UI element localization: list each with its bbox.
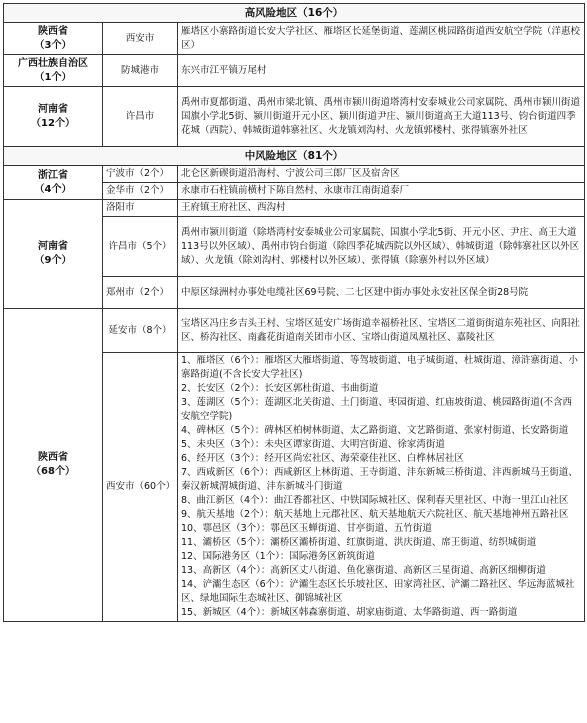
city-cell: 郑州市（2个）: [103, 277, 178, 309]
area-cell: 北仑区新碶街道沿海村、宁波公司三郎厂区及宿舍区: [178, 166, 585, 183]
district-line: 6、经开区（3个）：经开区尚宏社区、海荣豪佳社区、白桦林居社区: [181, 453, 464, 464]
district-line: 11、灞桥区（5个）：灞桥区灞桥街道、红旗街道、洪庆街道、席王街道、纺织城街道: [181, 537, 537, 548]
province-count: （68个）: [31, 466, 75, 477]
table-row: [4, 23, 585, 55]
province-name: 浙江省: [38, 169, 68, 181]
province-count: （9个）: [34, 255, 72, 266]
province-count: （1个）: [34, 71, 72, 83]
area-cell: [178, 353, 585, 622]
table-row: [4, 166, 585, 183]
district-line: 8、曲江新区（4个）：曲江香都社区、中铁国际城社区、保利春天里社区、中海一里江山社区: [181, 495, 569, 506]
table-row: [4, 200, 585, 217]
province-name: 广西壮族自治区: [18, 57, 88, 69]
province-name: 陕西省: [38, 452, 68, 463]
district-line: 15、新城区（4个）：新城区韩森寨街道、胡家庙街道、太华路街道、西一路街道: [181, 607, 518, 618]
city-cell: 西安市（60个）: [103, 353, 178, 622]
district-line: 5、未央区（3个）：未央区谭家街道、大明宫街道、徐家湾街道: [181, 439, 445, 450]
province-cell: [4, 23, 103, 55]
province-count: （12个）: [31, 117, 75, 129]
area-cell: 东兴市江平镇万尾村: [178, 55, 585, 87]
high-risk-header: 高风险地区（16个）: [4, 4, 585, 23]
province-cell: [4, 200, 103, 309]
province-count: （4个）: [34, 183, 72, 195]
city-cell: 许昌市（5个）: [103, 217, 178, 277]
district-line: 10、鄠邑区（3个）：鄠邑区玉蝉街道、甘亭街道、五竹街道: [181, 523, 432, 534]
district-line: 14、浐灞生态区（6个）：浐灞生态区长乐坡社区、田家湾社区、浐灞二路社区、华远海蓝城社区、绿地国际生态城社区、御锦城社区: [181, 579, 575, 604]
district-line: 7、西咸新区（6个）：西咸新区上林街道、王寺街道、沣东新城三桥街道、沣西新城马王街道、秦汉新城渭城街道、沣东新城斗门街道: [181, 467, 578, 492]
city-cell: 延安市（8个）: [103, 309, 178, 353]
province-cell: [4, 309, 103, 622]
area-cell: 雁塔区小寨路街道长安大学社区、雁塔区长延堡街道、莲湖区桃园路街道西安航空学院（洋惠校区）: [178, 23, 585, 55]
district-line: 13、高新区（4个）：高新区丈八街道、鱼化寨街道、高新区三星街道、高新区细柳街道: [181, 565, 546, 576]
province-name: 河南省: [38, 103, 68, 115]
district-line: 2、长安区（2个）：长安区郭杜街道、韦曲街道: [181, 383, 379, 394]
district-line: 12、国际港务区（1个）：国际港务区新筑街道: [181, 551, 375, 562]
province-name: 河南省: [38, 241, 68, 252]
province-cell: [4, 55, 103, 87]
district-line: 1、雁塔区（6个）：雁塔区大雁塔街道、等驾坡街道、电子城街道、杜城街道、漳浒寨街道、小寨路街道(不含长安大学社区): [181, 355, 578, 380]
city-cell: 许昌市: [103, 87, 178, 147]
district-line: 9、航天基地（2个）：航天基地上元郡社区、航天基地航天六院社区、航天基地神州五路社区: [181, 509, 569, 520]
province-cell: [4, 87, 103, 147]
table-row: [4, 55, 585, 87]
area-cell: 禹州市夏都街道、禹州市梁北镇、禹州市颍川街道塔湾村安泰城业公司家属院、禹州市颍川街道国旗小学北5街、颍川街道开元小区、颍川街道尹庄、颍川街道高王大道113号、钧台街道四季花城（西院）、韩城街道韩寨社区、火龙镇刘沟村、火龙镇郭楼村、张得镇寨外社区: [178, 87, 585, 147]
province-count: （3个）: [34, 39, 72, 51]
table-row: [4, 87, 585, 147]
district-line: 4、碑林区（5个）：碑林区柏树林街道、太乙路街道、文艺路街道、张家村街道、长安路街道: [181, 425, 569, 436]
city-cell: 防城港市: [103, 55, 178, 87]
province-name: 陕西省: [38, 25, 68, 37]
province-cell: [4, 166, 103, 200]
city-cell: 西安市: [103, 23, 178, 55]
city-cell: 洛阳市: [103, 200, 178, 217]
area-cell: 禹州市颍川街道（除塔湾村安泰城业公司家属院、国旗小学北5街、开元小区、尹庄、高王大道113号以外区域）、禹州市钧台街道（除四季花城西院以外区域）、韩城街道（除韩寨社区以外区域）、火龙镇（除刘沟村、郭楼村以外区域）、张得镇（除寨外村以外区域）: [178, 217, 585, 277]
area-cell: 宝塔区冯庄乡吉头王村、宝塔区延安广场街道幸福桥社区、宝塔区二道街街道东苑社区、向阳社区、桥沟社区、南鑫花街道南关团市小区、宝塔山街道凤凰社区、嘉陵社区: [178, 309, 585, 353]
table-row: [4, 309, 585, 353]
area-cell: 中原区绿洲村办事处电缆社区69号院、二七区建中街办事处永安社区保全街28号院: [178, 277, 585, 309]
area-cell: 永康市石柱镇前横村下陈自然村、永康市江南街道泰厂: [178, 183, 585, 200]
city-cell: 金华市（2个）: [103, 183, 178, 200]
mid-risk-header: 中风险地区（81个）: [4, 147, 585, 166]
district-line: 3、莲湖区（5个）：莲湖区北关街道、土门街道、枣园街道、红庙坡街道、桃园路街道(不含西安航空学院): [181, 397, 573, 422]
city-cell: 宁波市（2个）: [103, 166, 178, 183]
area-cell: 王府镇王府社区、西沟村: [178, 200, 585, 217]
risk-area-table: [3, 3, 585, 622]
